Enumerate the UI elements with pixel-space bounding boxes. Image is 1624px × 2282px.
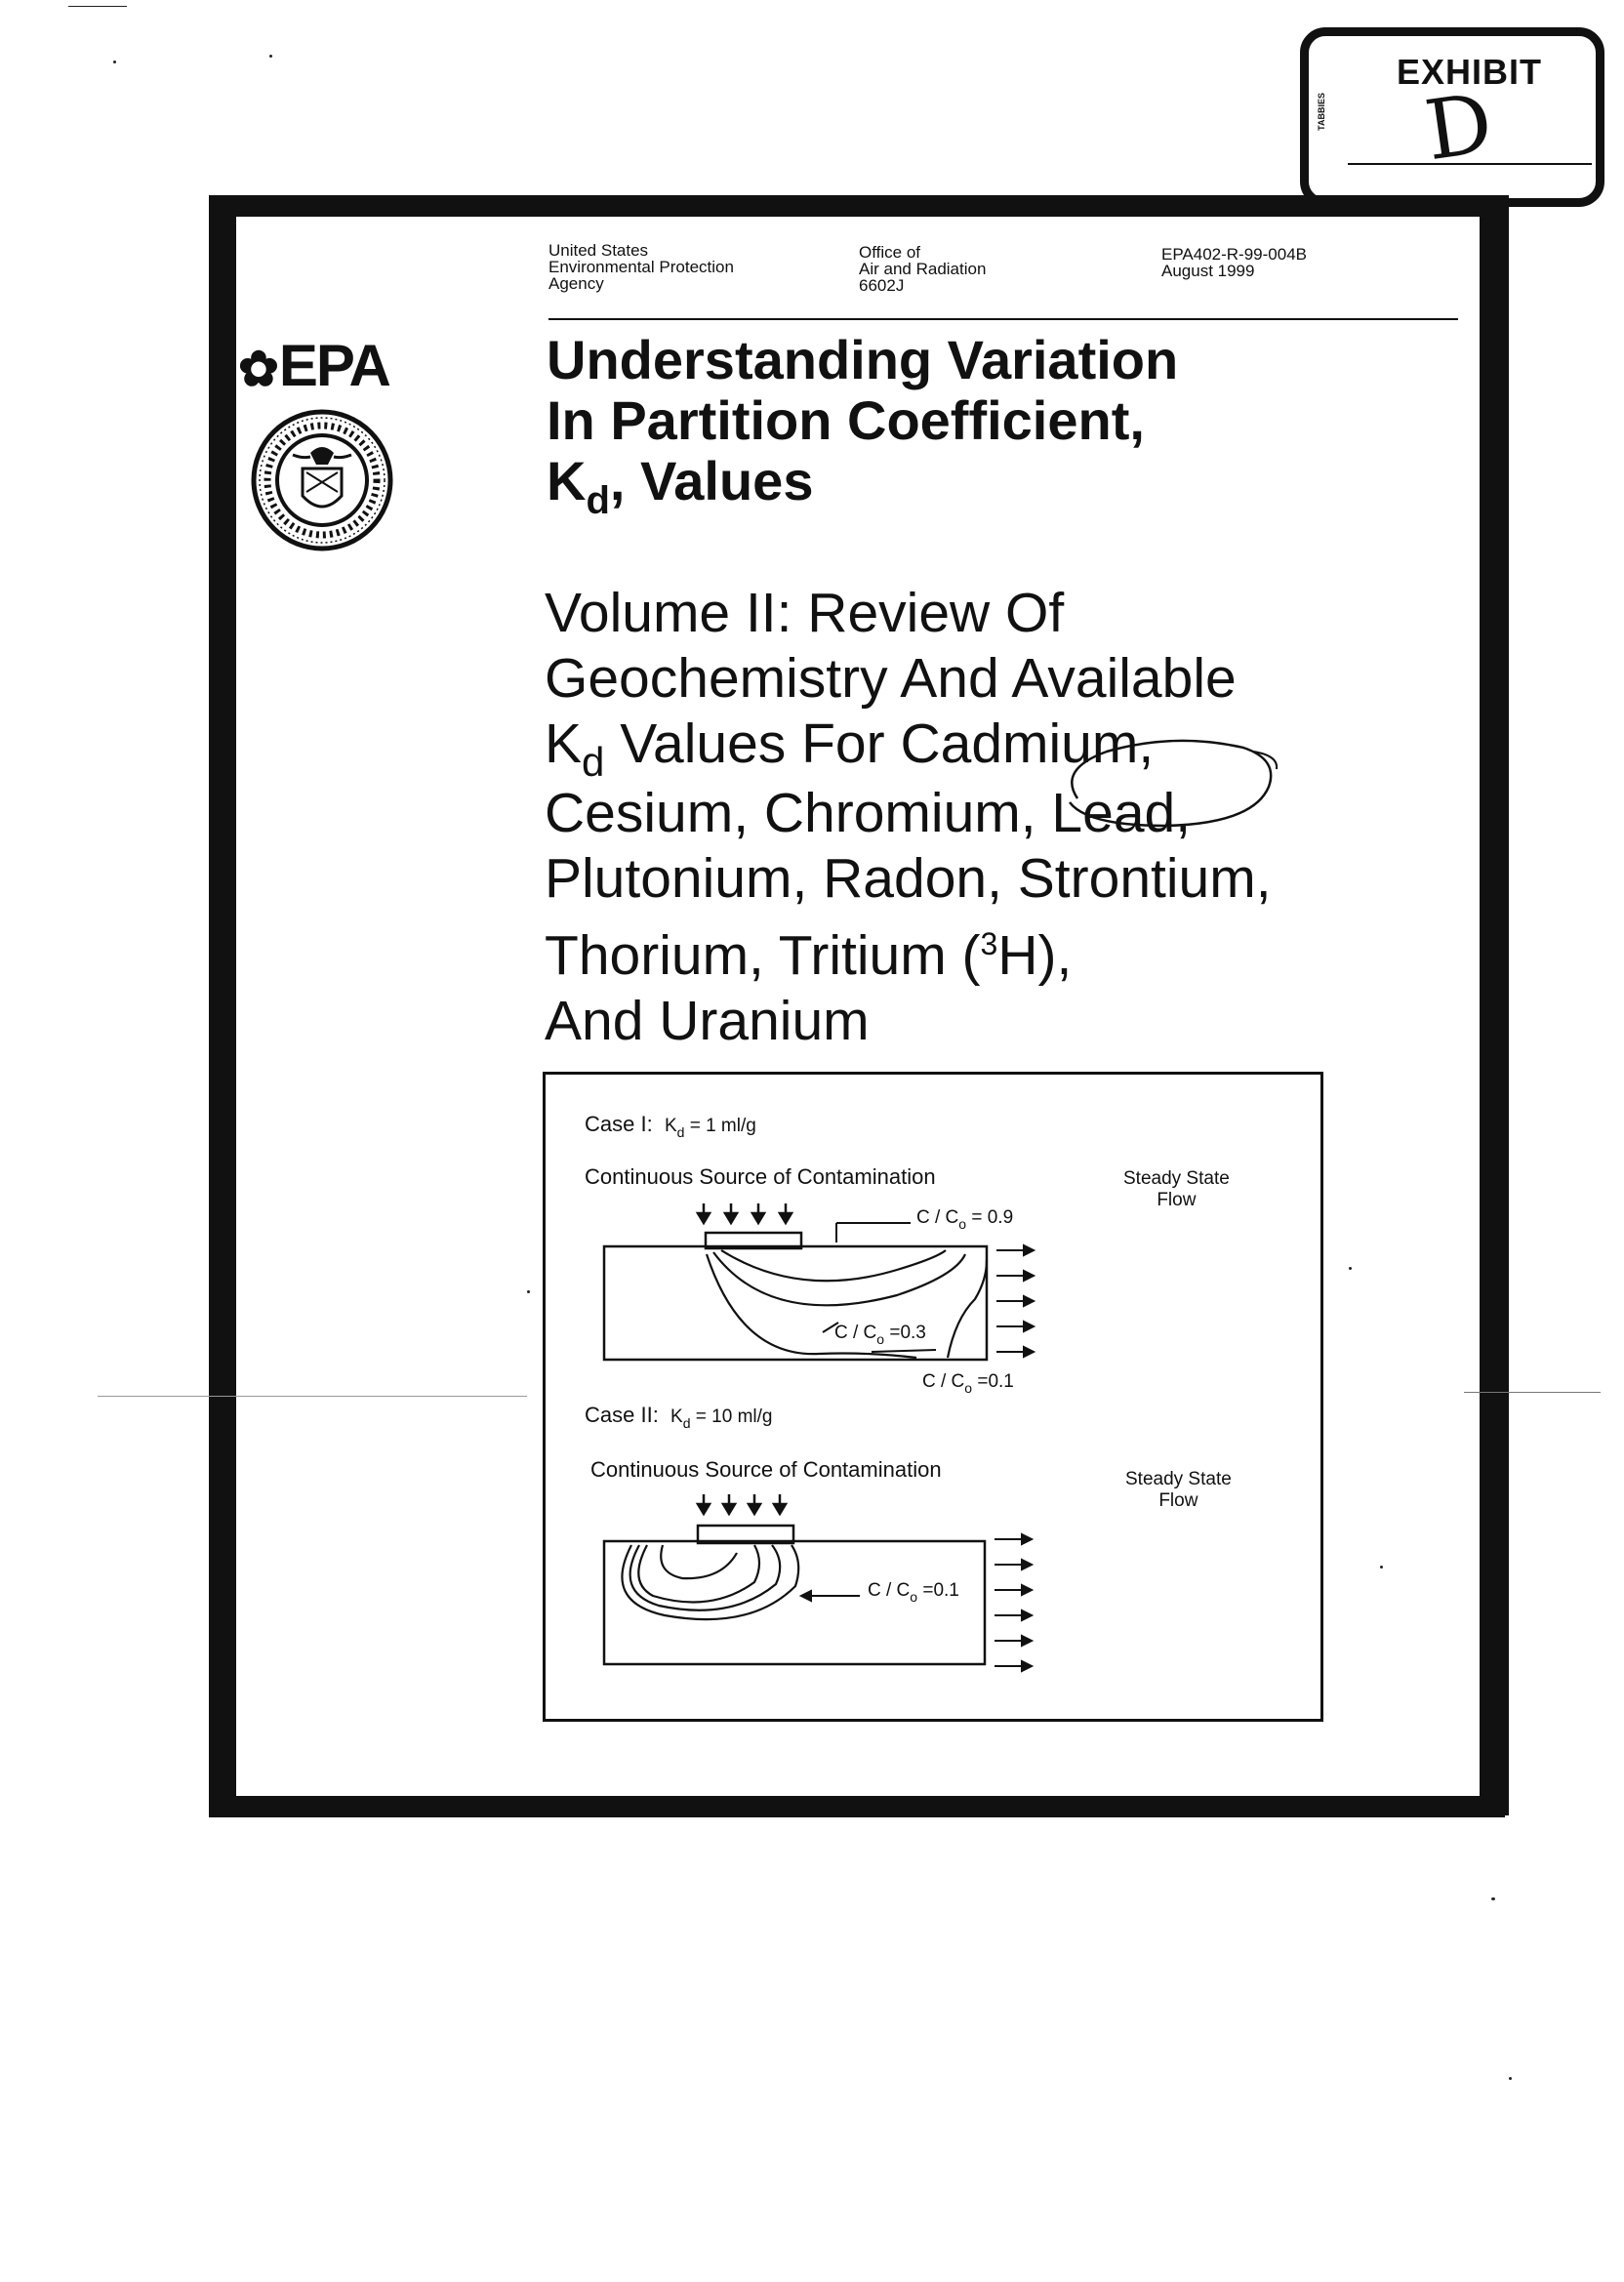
volume-line6-post: H),: [997, 924, 1073, 987]
volume-line2: Geochemistry And Available: [545, 647, 1237, 710]
case2-label: Case II: $K_d = 10$ ml/g: [585, 1403, 773, 1431]
epa-flower-icon: ✿: [238, 342, 279, 396]
case2-c01-label: $C / C_o =0.1$: [868, 1580, 959, 1605]
volume-line6-sup: 3: [980, 926, 998, 961]
kd-k: K: [547, 450, 587, 511]
case2-source-label: Continuous Source of Contamination: [590, 1457, 942, 1482]
cover-border-bottom: [209, 1796, 1505, 1817]
case1-label: Case I: $K_d = 1$ ml/g: [585, 1112, 756, 1140]
cover-border-left: [209, 195, 236, 1815]
scan-speck: [113, 61, 116, 63]
case2-flow-arrows: [995, 1534, 1032, 1671]
case1-flow-label: Steady State Flow: [1123, 1168, 1230, 1210]
header-agency: United States Environmental Protection Agency: [548, 241, 734, 293]
exhibit-title: EXHIBIT: [1397, 52, 1543, 92]
volume-line6: [545, 912, 1272, 989]
volume-kd-k: K: [545, 713, 583, 775]
scan-speck: [527, 1290, 530, 1293]
scan-speck: [269, 55, 272, 58]
exhibit-side-label: TABBIES: [1317, 93, 1326, 131]
volume-line6-pre: Thorium, Tritium (: [545, 924, 981, 987]
exhibit-value: D: [1419, 74, 1498, 180]
case1-source-label: Continuous Source of Contamination: [585, 1164, 936, 1189]
case1-c09-label: $C / C_o = 0.9$: [916, 1207, 1014, 1232]
kd-rest: , Values: [609, 450, 814, 511]
volume-line3-rest: Values For Cadmium,: [604, 713, 1155, 775]
case1-flow-arrows: [996, 1245, 1034, 1357]
scan-speck: [1509, 2077, 1512, 2080]
case2-leader-arrow: [801, 1591, 860, 1601]
scan-speck: [98, 1396, 527, 1397]
doe-seal-icon: [250, 408, 394, 552]
case2-infiltration-arrows: [698, 1494, 786, 1514]
kd-contamination-figure: [543, 1072, 1323, 1722]
volume-line7: And Uranium: [545, 990, 870, 1052]
exhibit-underline: [1348, 163, 1592, 165]
exhibit-sticker: [1300, 27, 1604, 207]
cover-border-right: [1480, 195, 1509, 1815]
scan-speck: [1380, 1566, 1383, 1569]
epa-logo-text: EPA: [278, 333, 389, 398]
kd-sub: d: [586, 479, 610, 522]
cover-border-top: [209, 195, 1505, 217]
scan-speck: [1491, 1897, 1495, 1900]
volume-kd-sub: d: [582, 739, 605, 785]
case2-plume-contours: [622, 1545, 798, 1619]
volume-line1: Volume II: Review Of: [545, 582, 1065, 644]
main-title-line3: [547, 450, 1178, 522]
lead-handwritten-circle: [1048, 730, 1280, 834]
case2-flow-label: Steady State Flow: [1125, 1469, 1232, 1511]
volume-line5: Plutonium, Radon, Strontium,: [545, 847, 1272, 910]
scan-speck: [68, 6, 127, 7]
scan-speck: [1464, 1392, 1601, 1393]
case1-infiltration-arrows: [698, 1203, 792, 1223]
header-rule: [548, 318, 1458, 320]
main-title-line2: In Partition Coefficient,: [547, 389, 1145, 451]
scan-speck: [1349, 1267, 1352, 1270]
case1-c03-label: $C / C_o =0.3$: [834, 1323, 926, 1347]
volume-line4: Cesium, Chromium, Lead,: [545, 782, 1192, 844]
epa-logo: [238, 332, 389, 399]
case1-c01-label: $C / C_o =0.1$: [922, 1371, 1014, 1396]
main-title: [547, 329, 1179, 522]
header-report-number: EPA402-R-99-004B August 1999: [1161, 245, 1307, 280]
header-office: Office of Air and Radiation 6602J: [859, 243, 987, 295]
main-title-line1: Understanding Variation: [547, 329, 1179, 390]
